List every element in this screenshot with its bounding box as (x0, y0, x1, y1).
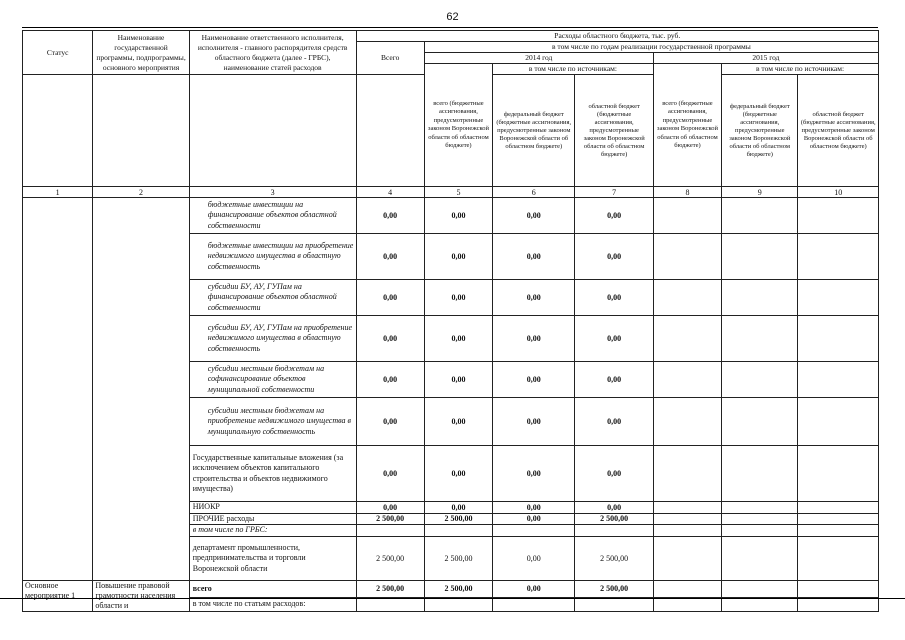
status-cell-empty (23, 198, 93, 581)
value-2014-fed: 0,00 (493, 280, 575, 316)
value-2014-all: 0,00 (424, 280, 492, 316)
header-col-reg-2014: областной бюджет (бюджетные ассигнования, предусмотренные законом Воронежской области об областном бюджете) (575, 75, 653, 187)
value-2014-reg: 0,00 (575, 234, 653, 280)
value-2014-reg: 2 500,00 (575, 513, 653, 525)
value-2014-fed: 0,00 (493, 398, 575, 446)
budget-table (22, 30, 879, 612)
value-2014-all: 0,00 (424, 398, 492, 446)
col-index: 7 (575, 187, 653, 198)
value-2014-reg: 0,00 (575, 502, 653, 514)
grbs-department-label: департамент промышленности, предпринимательства и торговли Воронежской области (189, 537, 356, 581)
col-index: 9 (722, 187, 798, 198)
expense-item-label: субсидии местным бюджетам на приобретение недвижимого имущества в муниципальную собственность (189, 398, 356, 446)
value-total: 2 500,00 (356, 513, 424, 525)
value-2014-all: 0,00 (424, 502, 492, 514)
value-2014-all: 0,00 (424, 446, 492, 502)
header-executor: Наименование ответственного исполнителя, исполнителя - главного распорядителя средств областного бюджета (далее - ГРБС), наименование статей расходов (189, 31, 356, 75)
value-2014-reg: 2 500,00 (575, 581, 653, 598)
value-2014-fed: 0,00 (493, 316, 575, 362)
value-total: 0,00 (356, 398, 424, 446)
header-status: Статус (23, 31, 93, 75)
header-by-sources-2014: в том числе по источникам: (493, 64, 654, 75)
col-index: 1 (23, 187, 93, 198)
header-by-sources-2015: в том числе по источникам: (722, 64, 879, 75)
col-index: 5 (424, 187, 492, 198)
expense-item-label: бюджетные инвестиции на приобретение недвижимого имущества в областную собственность (189, 234, 356, 280)
value-2014-reg: 0,00 (575, 316, 653, 362)
expense-item-label: субсидии местным бюджетам на софинансирование объектов муниципальной собственности (189, 362, 356, 398)
header-year-2015: 2015 год (653, 53, 878, 64)
program-cell-empty (93, 198, 189, 581)
expense-item-label: Государственные капитальные вложения (за исключением объектов капитального строительства и объектов недвижимого имущества) (189, 446, 356, 502)
expense-item-label: субсидии БУ, АУ, ГУПам на финансирование объектов областной собственности (189, 280, 356, 316)
value-2014-all: 2 500,00 (424, 581, 492, 598)
top-rule (22, 27, 878, 28)
value-2014-all: 2 500,00 (424, 537, 492, 581)
col-index: 2 (93, 187, 189, 198)
header-total: Всего (356, 42, 424, 75)
value-2014-reg: 0,00 (575, 446, 653, 502)
main-event-total-label: всего (189, 581, 356, 598)
header-year-2014: 2014 год (424, 53, 653, 64)
header-expenses: Расходы областного бюджета, тыс. руб. (356, 31, 879, 42)
value-total: 0,00 (356, 198, 424, 234)
col-index: 6 (493, 187, 575, 198)
value-2014-reg: 0,00 (575, 362, 653, 398)
value-total: 0,00 (356, 316, 424, 362)
value-2014-all: 0,00 (424, 234, 492, 280)
page-cut-line (0, 598, 905, 599)
value-2014-fed: 0,00 (493, 362, 575, 398)
header-col-fed-2015: федеральный бюджет (бюджетные ассигнования, предусмотренные законом Воронежской области об областном бюджете) (722, 75, 798, 187)
value-2014-reg: 0,00 (575, 198, 653, 234)
header-col-fed-2014: федеральный бюджет (бюджетные ассигнования, предусмотренные законом Воронежской области об областном бюджете) (493, 75, 575, 187)
main-event-name: Повышение правовой грамотности населения области и (93, 581, 189, 612)
value-total: 0,00 (356, 280, 424, 316)
page-number: 62 (446, 11, 459, 23)
value-2014-fed: 0,00 (493, 537, 575, 581)
value-2014-reg: 2 500,00 (575, 537, 653, 581)
value-2014-fed: 0,00 (493, 502, 575, 514)
value-2014-all: 2 500,00 (424, 513, 492, 525)
value-2014-fed: 0,00 (493, 513, 575, 525)
col-index: 4 (356, 187, 424, 198)
header-col-all-2015: всего (бюджетные ассигнования, предусмотренные законом Воронежской области об областном бюджете) (653, 64, 721, 187)
header-program-name: Наименование государственной программы, подпрограммы, основного мероприятия (93, 31, 189, 75)
header-col-all-2014: всего (бюджетные ассигнования, предусмотренные законом Воронежской области об областном бюджете) (424, 64, 492, 187)
grbs-subheader: в том числе по ГРБС: (189, 525, 356, 537)
value-total: 2 500,00 (356, 581, 424, 598)
value-2014-fed: 0,00 (493, 198, 575, 234)
expense-item-label: ПРОЧИЕ расходы (189, 513, 356, 525)
value-2014-all: 0,00 (424, 198, 492, 234)
main-event-by-items-label: в том числе по статьям расходов: (189, 597, 356, 611)
value-2014-fed: 0,00 (493, 446, 575, 502)
main-event-status: Основное мероприятие 1 (23, 581, 93, 612)
value-total: 0,00 (356, 362, 424, 398)
value-total: 0,00 (356, 502, 424, 514)
value-2014-all: 0,00 (424, 362, 492, 398)
value-2014-all: 0,00 (424, 316, 492, 362)
col-index: 3 (189, 187, 356, 198)
value-2014-fed: 0,00 (493, 581, 575, 598)
col-index: 10 (798, 187, 879, 198)
header-col-reg-2015: областной бюджет (бюджетные ассигнования, предусмотренные законом Воронежской области об областном бюджете) (798, 75, 879, 187)
header-by-years: в том числе по годам реализации государственной программы (424, 42, 878, 53)
col-index: 8 (653, 187, 721, 198)
expense-item-label: НИОКР (189, 502, 356, 514)
expense-item-label: субсидии БУ, АУ, ГУПам на приобретение недвижимого имущества в областную собственность (189, 316, 356, 362)
value-total: 2 500,00 (356, 537, 424, 581)
value-2014-reg: 0,00 (575, 280, 653, 316)
value-total: 0,00 (356, 234, 424, 280)
expense-item-label: бюджетные инвестиции на финансирование объектов областной собственности (189, 198, 356, 234)
value-2014-fed: 0,00 (493, 234, 575, 280)
value-total: 0,00 (356, 446, 424, 502)
value-2014-reg: 0,00 (575, 398, 653, 446)
